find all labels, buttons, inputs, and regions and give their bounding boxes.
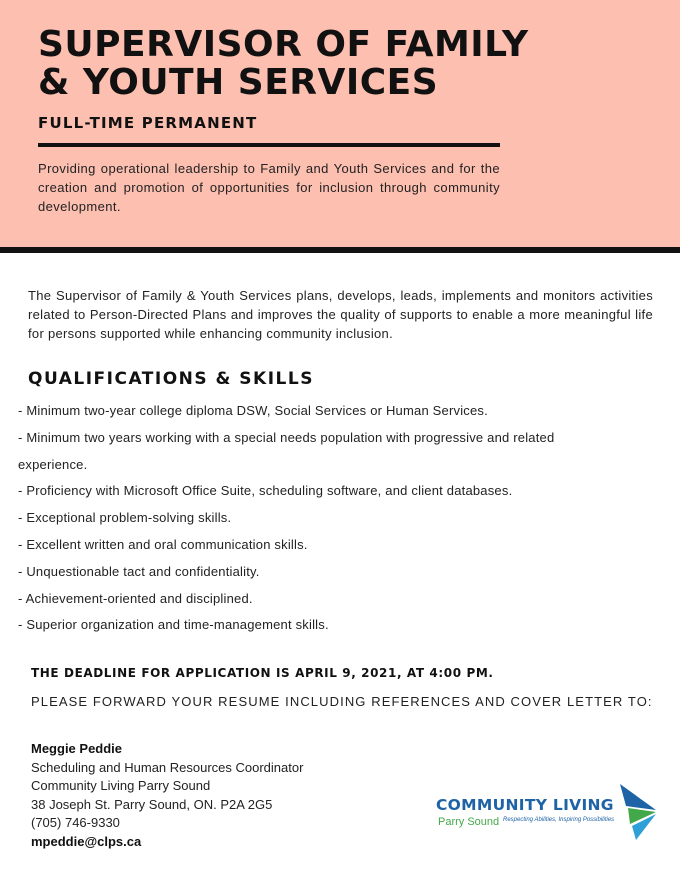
logo-name: COMMUNITY LIVING [436, 796, 614, 814]
qualification-item: - Proficiency with Microsoft Office Suite, scheduling software, and client databases. [18, 483, 513, 499]
qualification-item: - Excellent written and oral communication skills. [18, 536, 308, 552]
logo-tagline: Respecting Abilities, Inspiring Possibilities [503, 817, 615, 823]
header-banner [0, 0, 680, 248]
contact-block [31, 740, 371, 852]
contact-name: Meggie Peddie [31, 741, 123, 756]
contact-email[interactable]: mpeddie@clps.ca [31, 833, 142, 849]
role-summary: The Supervisor of Family & Youth Services plans, develops, leads, implements and monitors activities related to Person-Directed Plans and improves the quality of supports to enable a more meaningful life for persons supported while enhancing community inclusion. [28, 288, 653, 341]
subtitle-divider [38, 143, 500, 147]
qualification-item: - Minimum two-year college diploma DSW, Social Services or Human Services. [18, 403, 488, 418]
contact-phone[interactable]: (705) 746-9330 [31, 815, 120, 831]
qualifications-heading: QUALIFICATIONS & SKILLS [28, 369, 314, 389]
contact-role: Scheduling and Human Resources Coordinator [31, 759, 304, 775]
qualification-item: - Superior organization and time-management skills. [18, 617, 329, 633]
job-title-line-2: & YOUTH SERVICES [38, 62, 439, 103]
qualification-item: - Exceptional problem-solving skills. [18, 510, 232, 526]
job-title [38, 26, 558, 102]
contact-address: 38 Joseph St. Parry Sound, ON. P2A 2G5 [31, 796, 273, 812]
header-divider [0, 247, 680, 253]
organization-logo [436, 784, 656, 840]
qualifications-list [18, 398, 658, 639]
qualification-item: - Achievement-oriented and disciplined. [18, 590, 253, 606]
contact-organization: Community Living Parry Sound [31, 778, 211, 794]
intro-text: Providing operational leadership to Family and Youth Services and for the creation and promotion of opportunities for inclusion through community development. [38, 161, 500, 214]
job-title-line-1: SUPERVISOR OF FAMILY [38, 24, 529, 65]
application-deadline: THE DEADLINE FOR APPLICATION IS APRIL 9, 2021, AT 4:00 PM. [31, 666, 494, 680]
qualification-item: - Minimum two years working with a special needs population with progressive and related experience. [18, 429, 555, 472]
employment-type: FULL-TIME PERMANENT [38, 114, 258, 132]
logo-place: Parry Sound [438, 816, 500, 828]
forward-instructions: PLEASE FORWARD YOUR RESUME INCLUDING REFERENCES AND COVER LETTER TO: [31, 694, 653, 709]
logo-mark-icon [616, 784, 656, 840]
qualification-item: - Unquestionable tact and confidentiality. [18, 563, 260, 579]
